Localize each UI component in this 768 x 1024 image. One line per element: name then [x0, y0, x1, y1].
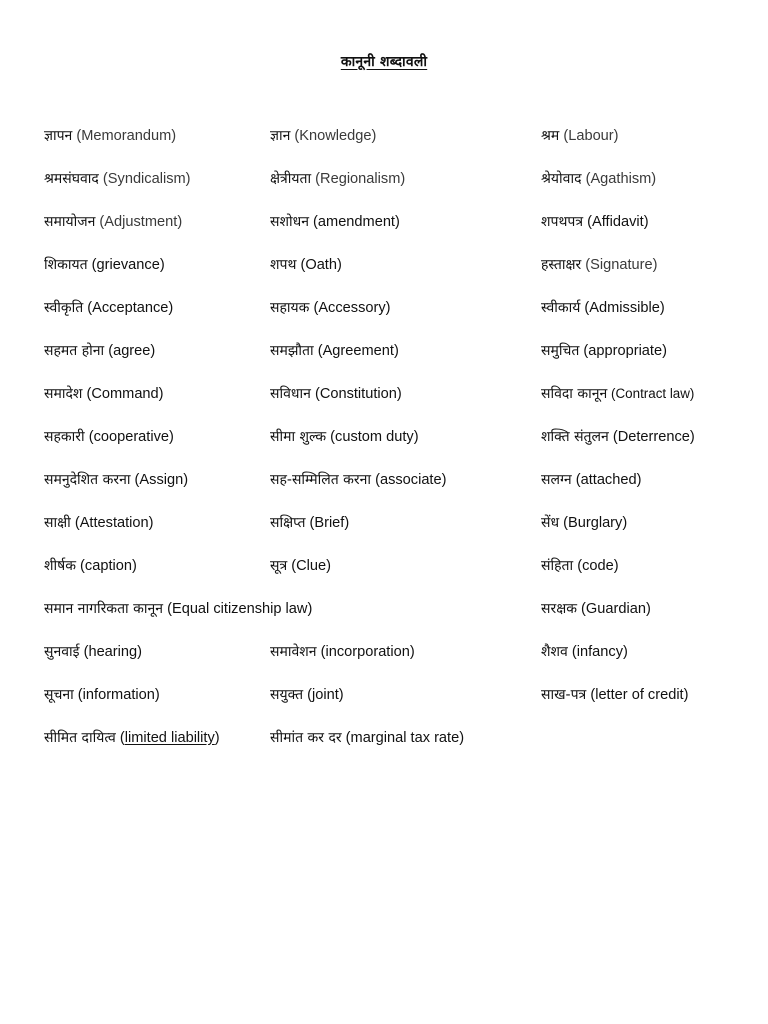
glossary-entry	[270, 638, 415, 666]
hindi-term: श्रेयोवाद	[541, 171, 582, 187]
english-term: infancy	[576, 644, 623, 660]
english-term: Clue	[296, 558, 327, 574]
paren-open: (	[303, 687, 312, 703]
glossary-row	[0, 165, 768, 208]
paren-open: (	[311, 171, 321, 187]
paren-close: )	[131, 558, 137, 574]
paren-close: )	[645, 601, 651, 617]
hindi-term: सहायक	[270, 300, 310, 316]
english-term: custom duty	[335, 429, 414, 445]
english-term: Labour	[568, 128, 614, 144]
hindi-term: समादेश	[44, 386, 83, 402]
paren-close: )	[385, 300, 391, 316]
paren-close: )	[623, 644, 628, 660]
hindi-term: सहमत होना	[44, 343, 105, 359]
english-term: associate	[379, 472, 442, 488]
glossary-entry	[44, 337, 155, 365]
glossary-entry	[270, 509, 349, 537]
hindi-term: स्वीकृति	[44, 300, 84, 316]
glossary-row	[0, 681, 768, 724]
paren-open: (	[576, 601, 586, 617]
glossary-entry	[541, 638, 628, 666]
paren-close: )	[400, 171, 406, 187]
hindi-term: सयुक्त	[270, 687, 304, 703]
english-term: Oath	[305, 257, 337, 273]
paren-open: (	[586, 687, 596, 703]
paren-close: )	[459, 730, 465, 746]
english-term: code	[582, 558, 614, 574]
paren-close: )	[689, 429, 695, 445]
hindi-term: संहिता	[541, 558, 574, 574]
english-term: Deterrence	[617, 429, 690, 445]
english-term: attached	[580, 472, 637, 488]
glossary-entry	[270, 380, 402, 408]
glossary-entry	[270, 294, 391, 322]
hindi-term: सीमा शुल्क	[270, 429, 327, 445]
paren-open: (	[579, 343, 589, 359]
glossary-entry	[541, 595, 651, 623]
paren-close: )	[683, 687, 689, 703]
paren-close: )	[171, 128, 177, 144]
paren-close: )	[338, 687, 344, 703]
paren-close: )	[159, 257, 165, 273]
paren-close: )	[689, 386, 695, 401]
paren-open: (	[83, 300, 93, 316]
hindi-term: शपथ	[270, 257, 297, 273]
glossary-row	[0, 294, 768, 337]
english-term: Burglary	[568, 515, 623, 531]
paren-close: )	[613, 128, 619, 144]
hindi-term: सशोधन	[270, 214, 309, 230]
glossary-row	[0, 122, 768, 165]
paren-open: (	[313, 343, 323, 359]
paren-open: (	[316, 644, 326, 660]
hindi-term: समान नागरिकता कानून	[44, 601, 164, 617]
glossary-entry	[44, 380, 164, 408]
paren-close: )	[613, 558, 619, 574]
english-term: Agathism	[590, 171, 652, 187]
paren-close: )	[396, 386, 402, 402]
hindi-term: सेंध	[541, 515, 560, 531]
paren-open: (	[305, 515, 315, 531]
hindi-term: साख-पत्र	[541, 687, 587, 703]
paren-open: (	[567, 644, 577, 660]
paren-open: (	[371, 472, 380, 488]
paren-open: (	[571, 472, 581, 488]
paren-close: )	[659, 300, 665, 316]
hindi-term: सूत्र	[270, 558, 288, 574]
glossary-row	[0, 466, 768, 509]
glossary-entry	[541, 251, 658, 279]
hindi-term: सलग्न	[541, 472, 572, 488]
paren-open: (	[76, 558, 85, 574]
paren-close: )	[344, 515, 350, 531]
glossary-entry	[541, 509, 627, 537]
english-term: agree	[113, 343, 151, 359]
hindi-term: शक्ति संतुलन	[541, 429, 609, 445]
glossary-entry	[44, 466, 188, 494]
paren-close: )	[183, 472, 189, 488]
hindi-term: सरक्षक	[541, 601, 577, 617]
glossary-entry	[270, 423, 419, 451]
english-term: Assign	[139, 472, 184, 488]
paren-close: )	[137, 644, 143, 660]
english-term: Admissible	[589, 300, 660, 316]
paren-open: (	[341, 730, 351, 746]
glossary-entry	[44, 251, 165, 279]
paren-open: (	[310, 386, 320, 402]
glossary-entry	[44, 208, 182, 236]
paren-close: )	[395, 214, 400, 230]
glossary-entry	[270, 122, 376, 150]
paren-open: (	[104, 343, 114, 359]
glossary-entry	[44, 423, 174, 451]
glossary-row	[0, 595, 768, 638]
hindi-term: सुनवाई	[44, 644, 80, 660]
english-term: cooperative	[93, 429, 170, 445]
hindi-term: सहकारी	[44, 429, 85, 445]
english-term: Constitution	[319, 386, 397, 402]
glossary-entry	[270, 552, 331, 580]
english-term: Attestation	[79, 515, 149, 531]
glossary-entry	[44, 509, 154, 537]
paren-close: )	[393, 343, 399, 359]
hindi-term: सीमांत कर दर	[270, 730, 342, 746]
glossary-entry	[270, 165, 405, 193]
paren-close: )	[148, 515, 154, 531]
paren-close: )	[177, 214, 183, 230]
english-term: caption	[84, 558, 132, 574]
paren-close: )	[154, 687, 160, 703]
english-term: Agreement	[322, 343, 394, 359]
hindi-term: समझौता	[270, 343, 314, 359]
paren-open: (	[326, 429, 336, 445]
paren-close: )	[643, 214, 649, 230]
english-term: amendment	[317, 214, 395, 230]
glossary-entry	[541, 466, 641, 494]
english-term: Equal citizenship law	[171, 601, 308, 617]
document-title: कानूनी शब्दावली	[340, 54, 428, 70]
english-term: Affidavit	[592, 214, 644, 230]
glossary-entry	[270, 208, 400, 236]
paren-open: (	[115, 730, 125, 746]
english-term: Accessory	[318, 300, 386, 316]
english-term: Command	[91, 386, 159, 402]
glossary-entry	[541, 552, 619, 580]
paren-open: (	[130, 472, 140, 488]
english-term: Guardian	[585, 601, 646, 617]
paren-open: (	[581, 171, 591, 187]
paren-close: )	[413, 429, 419, 445]
glossary-entry	[270, 251, 342, 279]
glossary-entry	[270, 681, 344, 709]
paren-open: (	[608, 429, 618, 445]
glossary-entry	[541, 337, 667, 365]
glossary-row	[0, 423, 768, 466]
hindi-term: समुचित	[541, 343, 580, 359]
glossary-list	[0, 122, 768, 767]
hindi-term: श्रम	[541, 128, 560, 144]
paren-close: )	[371, 128, 377, 144]
paren-close: )	[169, 429, 174, 445]
glossary-entry	[44, 724, 220, 752]
english-term: Contract law	[615, 386, 690, 401]
paren-close: )	[651, 171, 657, 187]
glossary-row	[0, 509, 768, 552]
english-term: joint	[312, 687, 339, 703]
paren-open: (	[581, 257, 591, 273]
english-term: grievance	[96, 257, 160, 273]
paren-open: (	[580, 300, 590, 316]
paren-open: (	[290, 128, 300, 144]
glossary-entry	[270, 466, 446, 494]
hindi-term: समावेशन	[270, 644, 317, 660]
glossary-entry	[44, 638, 142, 666]
glossary-entry	[541, 122, 619, 150]
glossary-entry	[541, 380, 694, 408]
paren-close: )	[168, 300, 174, 316]
paren-close: )	[214, 730, 220, 746]
glossary-row	[0, 380, 768, 423]
paren-open: (	[98, 171, 108, 187]
english-term: appropriate	[588, 343, 663, 359]
paren-close: )	[409, 644, 415, 660]
glossary-entry	[270, 724, 464, 752]
glossary-row	[0, 552, 768, 595]
hindi-term: शीर्षक	[44, 558, 76, 574]
paren-close: )	[652, 257, 658, 273]
paren-close: )	[336, 257, 342, 273]
hindi-term: ज्ञान	[270, 128, 291, 144]
english-term: hearing	[88, 644, 138, 660]
glossary-row	[0, 337, 768, 380]
glossary-entry	[44, 122, 176, 150]
hindi-term: सविधान	[270, 386, 311, 402]
paren-open: (	[72, 128, 82, 144]
paren-close: )	[326, 558, 332, 574]
english-term: Brief	[314, 515, 345, 531]
glossary-entry	[44, 595, 312, 623]
paren-open: (	[296, 257, 306, 273]
paren-open: (	[84, 429, 94, 445]
paren-open: (	[70, 515, 80, 531]
glossary-row	[0, 251, 768, 294]
paren-close: )	[441, 472, 447, 488]
glossary-entry	[541, 165, 656, 193]
paren-open: (	[309, 300, 319, 316]
hindi-term: श्रमसंघवाद	[44, 171, 99, 187]
paren-open: (	[573, 558, 583, 574]
hindi-term: साक्षी	[44, 515, 71, 531]
english-term: Memorandum	[81, 128, 172, 144]
paren-open: (	[309, 214, 318, 230]
hindi-term: सविदा कानून	[541, 386, 608, 402]
hindi-term: ज्ञापन	[44, 128, 73, 144]
paren-open: (	[607, 386, 616, 401]
hindi-term: सह-सम्मिलित करना	[270, 472, 372, 488]
hindi-term: हस्ताक्षर	[541, 257, 582, 273]
glossary-entry	[541, 681, 689, 709]
english-term: Knowledge	[299, 128, 372, 144]
hindi-term: स्वीकार्य	[541, 300, 581, 316]
hindi-term: सक्षिप्त	[270, 515, 306, 531]
paren-open: (	[287, 558, 297, 574]
glossary-entry	[541, 208, 649, 236]
hindi-term: शपथपत्र	[541, 214, 584, 230]
paren-close: )	[185, 171, 191, 187]
paren-close: )	[622, 515, 628, 531]
hindi-term: समायोजन	[44, 214, 96, 230]
english-term: letter of credit	[595, 687, 684, 703]
paren-open: (	[559, 128, 569, 144]
paren-open: (	[73, 687, 83, 703]
paren-open: (	[95, 214, 105, 230]
glossary-row	[0, 724, 768, 767]
paren-open: (	[82, 386, 92, 402]
hindi-term: शैशव	[541, 644, 568, 660]
english-term: Adjustment	[104, 214, 178, 230]
english-term: Acceptance	[92, 300, 169, 316]
glossary-entry	[541, 294, 665, 322]
glossary-row	[0, 638, 768, 681]
glossary-entry	[44, 165, 191, 193]
paren-close: )	[662, 343, 667, 359]
english-term: limited liability	[124, 730, 215, 746]
paren-close: )	[636, 472, 642, 488]
paren-close: )	[307, 601, 313, 617]
english-term: incorporation	[325, 644, 410, 660]
hindi-term: क्षेत्रीयता	[270, 171, 312, 187]
english-term: Signature	[590, 257, 653, 273]
hindi-term: समनुदेशित करना	[44, 472, 131, 488]
paren-open: (	[559, 515, 568, 531]
hindi-term: सूचना	[44, 687, 74, 703]
glossary-entry	[44, 681, 160, 709]
paren-open: (	[583, 214, 593, 230]
english-term: Syndicalism	[107, 171, 186, 187]
hindi-term: शिकायत	[44, 257, 88, 273]
glossary-entry	[44, 294, 173, 322]
paren-open: (	[87, 257, 97, 273]
paren-open: (	[163, 601, 172, 617]
glossary-entry	[270, 337, 399, 365]
english-term: information	[82, 687, 155, 703]
paren-open: (	[79, 644, 89, 660]
english-term: marginal tax rate	[350, 730, 460, 746]
english-term: Regionalism	[320, 171, 401, 187]
paren-close: )	[150, 343, 156, 359]
paren-close: )	[158, 386, 164, 402]
glossary-entry	[44, 552, 137, 580]
hindi-term: सीमित दायित्व	[44, 730, 116, 746]
glossary-entry	[541, 423, 695, 451]
glossary-row	[0, 208, 768, 251]
